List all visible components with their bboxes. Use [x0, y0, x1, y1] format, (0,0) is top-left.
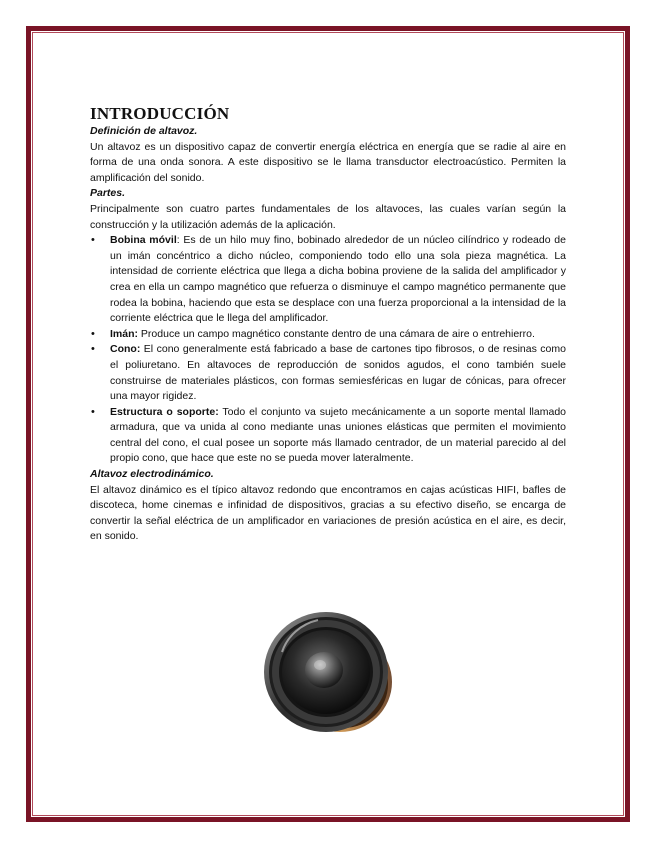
- electrodinamico-heading: Altavoz electrodinámico.: [90, 468, 214, 481]
- definicion-heading: Definición de altavoz.: [90, 125, 198, 137]
- list-item-estructura: [90, 405, 566, 467]
- list-item-term: Bobina móvil: [110, 234, 177, 247]
- partes-heading: Partes.: [90, 187, 126, 200]
- definicion-paragraph: Un altavoz es un dispositivo capaz de convertir energía eléctrica en energía que se radie al aire en forma de una onda sonora. A este dispositivo se le llama transductor electroacústico. Permiten la amplificación del sonido.: [90, 140, 566, 184]
- bullet-icon: •: [91, 327, 95, 340]
- list-item-text: Produce un campo magnético constante dentro de una cámara de aire o entrehierro.: [138, 327, 535, 340]
- partes-intro-paragraph: Principalmente son cuatro partes fundamentales de los altavoces, las cuales varían según la construcción y la utilización además de la aplicación.: [90, 202, 566, 231]
- list-item-term: Estructura o soporte:: [110, 405, 219, 418]
- list-item-iman: [90, 327, 566, 343]
- list-item-text: : Es de un hilo muy fino, bobinado alrededor de un núcleo cilíndrico y rodeado de un imán concéntrico a dicho núcleo, componiendo todo ello una sola pieza magnética. La intensidad de corriente eléctrica que llega a dicha bobina proviene de la salida del amplificador y crea en ella un campo magnético que refuerza o disminuye el campo magnético permanente que rodea la bobina, haciendo que esta se desplace con una fuerza proporcional a la intensidad de la corriente eléctrica que le llega del amplificador.: [110, 234, 566, 325]
- list-item-text: El cono generalmente está fabricado a base de cartones tipo fibrosos, o de resinas como el poliuretano. En altavoces de reproducción de sonidos agudos, el cono también suele construirse de materiales plásticos, con formas semiesféricas en lugar de cónicas, para ofrecer una mayor rigidez.: [110, 343, 566, 403]
- bullet-icon: •: [91, 343, 95, 356]
- electrodinamico-paragraph: El altavoz dinámico es el típico altavoz redondo que encontramos en cajas acústicas HIFI, bafles de discoteca, home cinemas e infinidad de dispositivos, gracias a su efectivo diseño, se encarga de convertir la señal eléctrica de un amplificador en variaciones de presión acústica en el aire, es decir, en sonido.: [90, 483, 566, 543]
- list-item-bobina: [90, 233, 566, 327]
- list-item-term: Imán:: [110, 327, 139, 340]
- list-item-text: Todo el conjunto va sujeto mecánicamente a un soporte mental llamado armadura, que va unida al cono mediante unas uniones elásticas que permiten el movimiento central del cono, el cual posee un soporte más llamado centrador, de un material parecido al del propio cono, que hace que este no se pueda mover lateralmente.: [110, 405, 566, 465]
- partes-list: [90, 233, 566, 467]
- list-item-cono: [90, 342, 566, 404]
- document-body: [90, 104, 566, 545]
- speaker-icon: [258, 604, 398, 744]
- bullet-icon: •: [91, 234, 95, 247]
- bullet-icon: •: [91, 405, 95, 418]
- page-title: INTRODUCCIÓN: [90, 104, 230, 123]
- speaker-image: [258, 604, 398, 744]
- list-item-term: Cono:: [110, 343, 141, 356]
